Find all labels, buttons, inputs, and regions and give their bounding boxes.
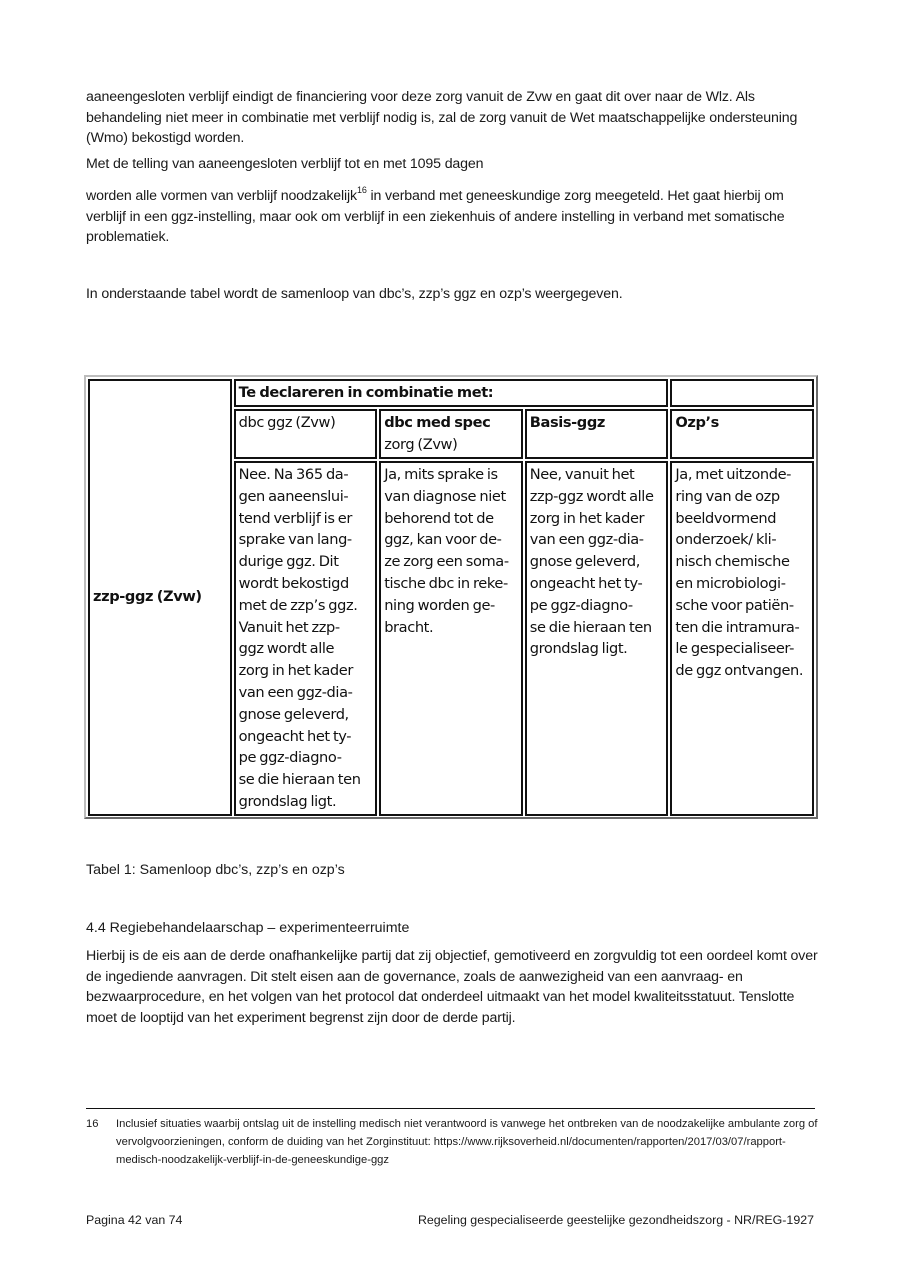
section-heading: 4.4 Regiebehandelaarschap – experimenteerruimte — [86, 920, 410, 936]
paragraph-table-intro: In onderstaande tabel wordt de samenloop van dbc’s, zzp’s ggz en ozp’s weergegeven. — [86, 286, 623, 302]
footnote-text[interactable]: Inclusief situaties waarbij ontslag uit de instelling medisch niet verantwoord is vanwege het ontbreken van de noodzakelijke ambulante zorg of vervolgvoorzieningen, conform de duiding van het Zorginstituut: https://www.rijksoverheid.nl/documenten/rapporten/2017/03/07/rapport-medisch-noodzakelijk-verblijf-in-de-geneeskundige-ggz — [116, 1118, 818, 1166]
row-header-zzp-ggz: zzp-ggz (Zvw) — [88, 379, 232, 816]
footnote-number: 16 — [86, 1118, 99, 1130]
column-header-dbc-med-spec: dbc med spec zorg (Zvw) — [379, 409, 523, 459]
footnote-reference-16[interactable]: 16 — [357, 185, 367, 196]
paragraph-verblijf-financiering: aaneengesloten verblijf eindigt de financiering voor deze zorg vanuit de Zvw en gaat dit over naar de Wlz. Als behandeling niet meer in combinatie met verblijf nodig is, zal de zorg vanuit de Wet maatschappelijke ondersteuning (Wmo) bekostigd worden. — [86, 89, 798, 146]
cell-dbc-med-spec: Ja, mits sprake is van diagnose niet behorend tot de ggz, kan voor de- ze zorg een soma- tische dbc in reke- ning worden ge- bracht. — [379, 461, 523, 816]
group-header: Te declareren in combinatie met: — [234, 379, 669, 407]
paragraph-vormen-verblijf: worden alle vormen van verblijf noodzakelijk$^{16}$ in verband met geneeskundige zorg meegeteld. Het gaat hierbij om verblijf in een ggz-instelling, maar ook om verblijf in een ziekenhuis of andere instelling in verband met somatische problematiek. — [86, 185, 785, 245]
group-header-empty — [670, 379, 814, 407]
paragraph-telling-verblijf: Met de telling van aaneengesloten verblijf tot en met 1095 dagen — [86, 156, 484, 172]
document-title-footer: Regeling gespecialiseerde geestelijke gezondheidszorg - NR/REG-1927 — [417, 1213, 814, 1227]
cell-dbc-ggz: Nee. Na 365 da- gen aaneenslui- tend verblijf is er sprake van lang- durige ggz. Dit wordt bekostigd met de zzp’s ggz. Vanuit het zzp- ggz wordt alle zorg in het kader van een ggz-dia- gnose geleverd, ongeacht het ty- pe ggz-diagno- se die hieraan ten grondslag ligt. — [234, 461, 378, 816]
section-paragraph: Hierbij is de eis aan de derde onafhankelijke partij dat zij objectief, gemotiveerd en zorgvuldig tot een oordeel komt over de ingediende aanvragen. Dit stelt eisen aan de governance, zoals de aanwezigheid van een aanvraag- en bezwaarprocedure, en het volgen van het protocol dat onderdeel uitmaakt van het model kwaliteitsstatuut. Tenslotte moet de looptijd van het experiment begrenst zijn door de derde partij. — [86, 948, 818, 1026]
footnote-16 — [86, 1115, 821, 1169]
column-header-dbc-ggz: dbc ggz (Zvw) — [234, 409, 378, 459]
column-header-ozps: Ozp’s — [670, 409, 814, 459]
footnote-divider — [86, 1108, 815, 1109]
cell-basis-ggz: Nee, vanuit het zzp-ggz wordt alle zorg in het kader van een ggz-dia- gnose geleverd, ongeacht het ty- pe ggz-diagno- se die hieraan ten grondslag ligt. — [525, 461, 669, 816]
table-caption: Tabel 1: Samenloop dbc’s, zzp’s en ozp’s — [86, 862, 345, 878]
cell-ozps: Ja, met uitzonde- ring van de ozp beeldvormend onderzoek/ kli- nisch chemische en microbiologi- sche voor patiën- ten die intramura- le gespecialiseer- de ggz ontvangen. — [670, 461, 814, 816]
page-number: Pagina 42 van 74 — [86, 1213, 183, 1227]
samenloop-table — [84, 375, 818, 819]
column-header-basis-ggz: Basis-ggz — [525, 409, 669, 459]
